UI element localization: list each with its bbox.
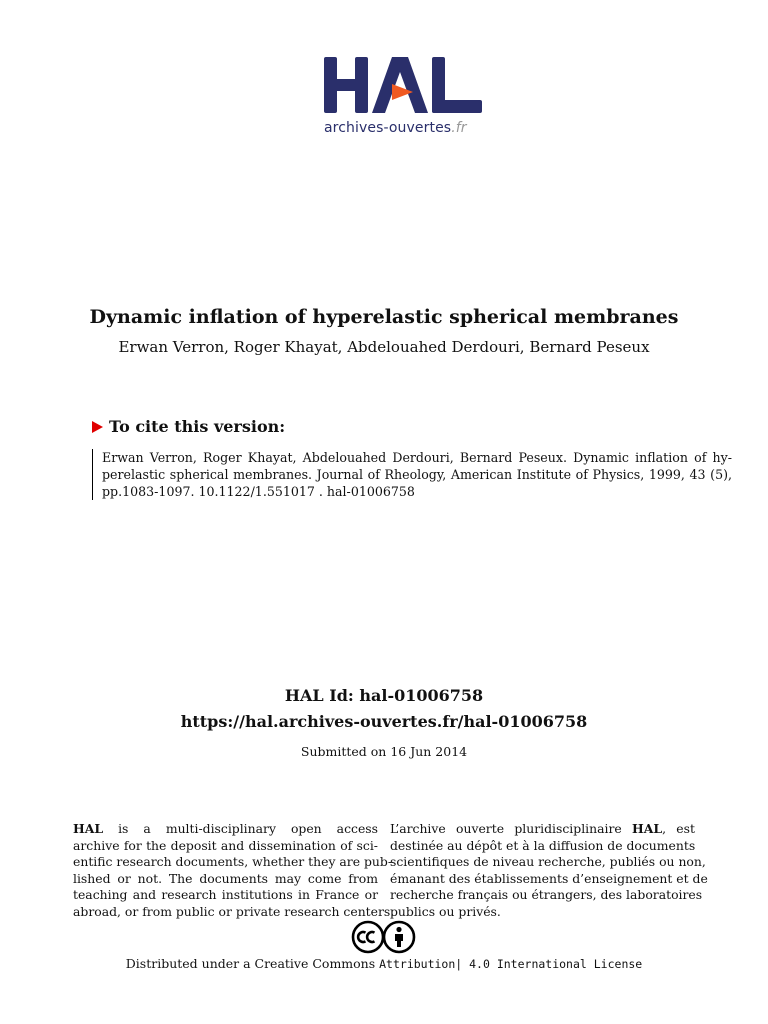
- abstract-french: [390, 821, 708, 920]
- cc-icon: [353, 922, 383, 952]
- cite-heading: [92, 417, 285, 436]
- abstract-line: HAL is a multi-disciplinary open access: [73, 821, 378, 836]
- license-prefix: Distributed under a Creative Commons: [125, 956, 380, 971]
- hal-logo-mark: [322, 52, 486, 116]
- abstract-line: destinée au dépôt et à la diffusion de documents: [390, 837, 696, 853]
- hal-bold-label: HAL: [73, 821, 104, 836]
- abstract-line: scientifiques de niveau recherche, publiés ou non,: [390, 854, 706, 869]
- abstract-line: archive for the deposit and dissemination of sci-: [73, 837, 378, 853]
- abstract-line: lished or not. The documents may come from: [73, 870, 378, 886]
- abstract-line: publics ou privés.: [390, 903, 501, 919]
- hal-bold-label: HAL: [632, 821, 663, 836]
- abstract-line: L’archive ouverte pluridisciplinaire HAL, est: [390, 821, 695, 836]
- abstract-line: recherche français ou étrangers, des laboratoires: [390, 887, 703, 902]
- paper-title: Dynamic inflation of hyperelastic spherical membranes: [89, 306, 679, 328]
- license-name-link[interactable]: Attribution| 4.0 International License: [379, 957, 643, 971]
- hal-url-link[interactable]: https://hal.archives-ouvertes.fr/hal-01006758: [180, 712, 588, 731]
- by-attribution-icon: [384, 922, 414, 952]
- cite-heading-text: To cite this version:: [109, 417, 286, 436]
- abstract-line: émanant des établissements d’enseignement et de: [390, 870, 708, 886]
- hal-id: HAL Id: hal-01006758: [284, 686, 484, 705]
- citation-line: Erwan Verron, Roger Khayat, Abdelouahed Derdouri, Bernard Peseux. Dynamic inflation of hy-: [102, 450, 732, 465]
- hal-logo-subtitle: archives-ouvertes.fr: [324, 120, 467, 136]
- submitted-date: Submitted on 16 Jun 2014: [300, 744, 468, 759]
- triangle-bullet-icon: [92, 421, 103, 433]
- citation-block: [92, 449, 732, 500]
- citation-line: pp.1083-1097. 10.1122/1.551017 . hal-01006758: [102, 484, 415, 499]
- abstract-line: teaching and research institutions in France or: [73, 887, 378, 902]
- license-statement: [0, 956, 768, 971]
- cc-license-badge[interactable]: [351, 920, 417, 958]
- abstract-line: abroad, or from public or private research centers.: [73, 903, 395, 919]
- citation-line: perelastic spherical membranes. Journal of Rheology, American Institute of Physics, 1999, 43 (5),: [102, 467, 732, 482]
- paper-authors: Erwan Verron, Roger Khayat, Abdelouahed Derdouri, Bernard Peseux: [118, 338, 650, 356]
- abstract-english: [73, 821, 395, 920]
- abstract-line: entific research documents, whether they are pub-: [73, 854, 393, 869]
